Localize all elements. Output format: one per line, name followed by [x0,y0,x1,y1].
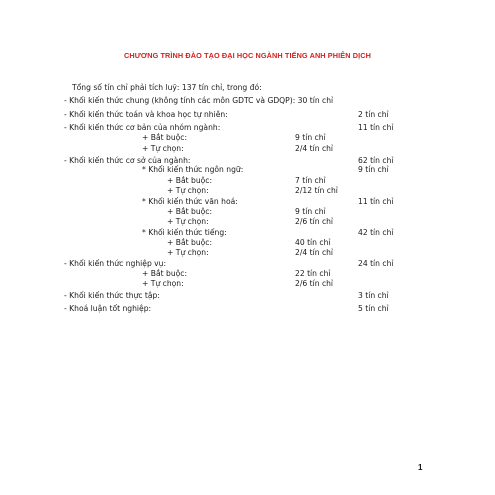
list-item [0,291,495,301]
row-label: + Tự chọn: [142,144,184,153]
row-sub-credits: 7 tín chỉ [295,176,326,185]
row-label: - Khối kiến thức thực tập: [64,291,160,300]
list-item [0,186,495,196]
row-credits: 24 tín chỉ [358,259,394,268]
row-sub-credits: 2/12 tín chỉ [295,186,338,195]
page-number: 1 [418,463,423,472]
list-item [0,304,495,314]
row-label: + Bắt buộc: [167,238,213,247]
list-item [0,197,495,207]
row-label: + Tự chọn: [167,248,209,257]
list-item [0,238,495,248]
list-item [0,217,495,227]
row-label: + Bắt buộc: [142,269,188,278]
row-label: - Khoá luận tốt nghiệp: [64,304,152,313]
row-sub-credits: 9 tín chỉ [295,133,326,142]
list-item [0,259,495,269]
list-item [0,110,495,120]
row-label: * Khối kiến thức tiếng: [142,228,227,237]
row-label: + Tự chọn: [142,279,184,288]
row-label: + Tự chọn: [167,186,209,195]
row-credits: 62 tín chỉ [358,156,394,165]
row-sub-credits: 2/4 tín chỉ [295,144,334,153]
row-label: * Khối kiến thức ngôn ngữ: [142,165,244,174]
row-credits: 11 tín chỉ [358,123,394,132]
row-credits: 3 tín chỉ [358,291,389,300]
row-label: + Bắt buộc: [167,207,213,216]
row-label: + Tự chọn: [167,217,209,226]
row-credits: 5 tín chỉ [358,304,389,313]
row-sub-credits: 2/6 tín chỉ [295,217,334,226]
list-item [0,228,495,238]
list-item [0,279,495,289]
row-sub-credits: 22 tín chỉ [295,269,331,278]
row-label: - Khối kiến thức toán và khoa học tự nhiên: [64,110,228,119]
row-label: - Khối kiến thức chung (không tính các môn GDTC và GDQP): 30 tín chỉ [64,96,334,105]
row-label: + Bắt buộc: [167,176,213,185]
list-item [0,269,495,279]
row-label: - Khối kiến thức cơ sở của ngành: [64,156,191,165]
document-title: CHƯƠNG TRÌNH ĐÀO TẠO ĐẠI HỌC NGÀNH TIẾNG ANH PHIÊN DỊCH [124,51,371,60]
row-sub-credits: 2/4 tín chỉ [295,248,334,257]
list-item [0,176,495,186]
list-item [0,248,495,258]
row-sub-credits: 40 tín chỉ [295,238,331,247]
row-credits: 9 tín chỉ [358,165,389,174]
intro-text: Tổng số tín chỉ phải tích luỹ: 137 tín chỉ, trong đó: [72,83,262,92]
list-item [0,165,495,175]
row-label: - Khối kiến thức nghiệp vụ: [64,259,167,268]
list-item [0,123,495,133]
row-label: + Bắt buộc: [142,133,188,142]
row-credits: 2 tín chỉ [358,110,389,119]
list-item [0,96,495,106]
row-label: * Khối kiến thức văn hoá: [142,197,238,206]
list-item [0,144,495,154]
row-sub-credits: 9 tín chỉ [295,207,326,216]
list-item [0,207,495,217]
list-item [0,133,495,143]
row-sub-credits: 2/6 tín chỉ [295,279,334,288]
row-label: - Khối kiến thức cơ bản của nhóm ngành: [64,123,221,132]
row-credits: 42 tín chỉ [358,228,394,237]
row-credits: 11 tín chỉ [358,197,394,206]
